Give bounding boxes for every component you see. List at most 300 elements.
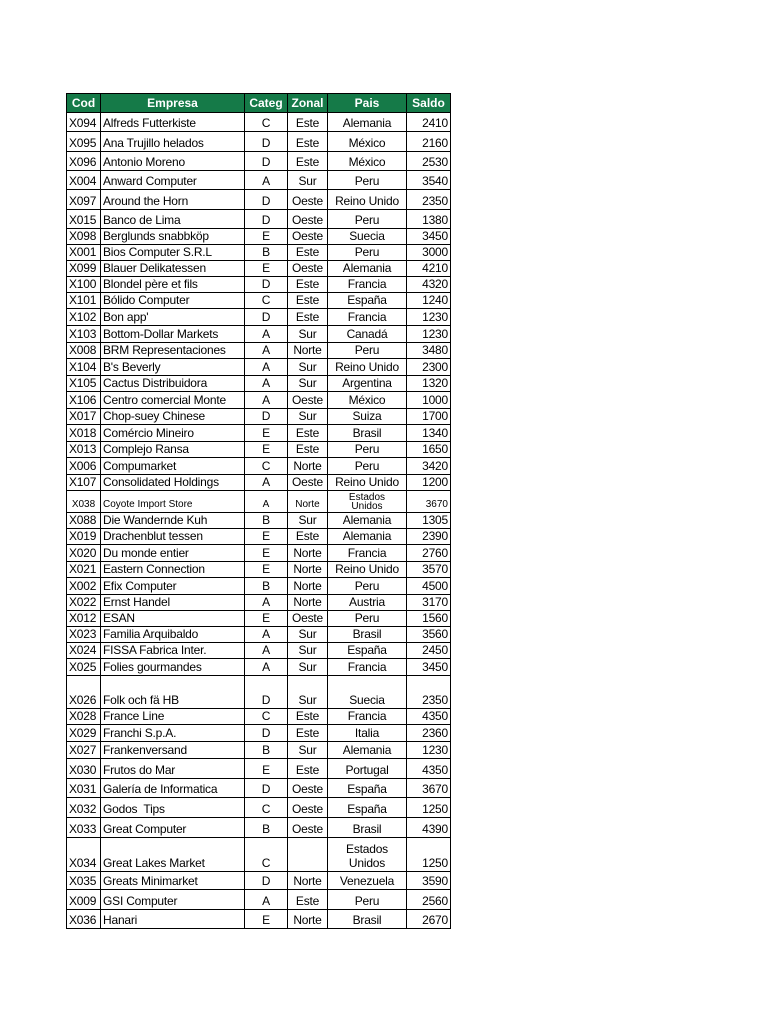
categ-value: D	[261, 782, 271, 796]
table-row	[67, 627, 451, 643]
cell-empresa	[101, 725, 245, 741]
cell-pais	[328, 513, 407, 528]
empresa-value: Ernst Handel	[103, 595, 170, 609]
cell-categ	[245, 343, 288, 358]
cell-empresa	[101, 113, 245, 131]
cell-saldo	[407, 910, 451, 928]
header-cod	[67, 94, 101, 112]
table-row	[67, 326, 451, 343]
cell-empresa	[101, 545, 245, 561]
cell-categ	[245, 409, 288, 424]
saldo-value: 1000	[422, 393, 448, 407]
cell-saldo	[407, 562, 451, 577]
cell-saldo	[407, 229, 451, 244]
cod-value: X106	[69, 393, 97, 407]
cell-pais	[328, 759, 407, 778]
categ-value: D	[261, 310, 271, 324]
zonal-value: Este	[295, 763, 320, 777]
cell-saldo	[407, 676, 451, 708]
cell-zonal	[288, 643, 328, 658]
categ-value: E	[262, 229, 270, 243]
saldo-value: 3420	[422, 459, 448, 473]
cell-zonal	[288, 458, 328, 474]
cell-categ	[245, 132, 288, 151]
table-header-row	[67, 93, 451, 113]
cell-cod	[67, 725, 101, 741]
saldo-value: 1320	[422, 376, 448, 390]
cell-categ	[245, 392, 288, 408]
cell-zonal	[288, 171, 328, 189]
cell-cod	[67, 309, 101, 325]
cell-pais	[328, 562, 407, 577]
table-row	[67, 513, 451, 529]
cell-zonal	[288, 491, 328, 512]
cell-cod	[67, 627, 101, 642]
cell-cod	[67, 190, 101, 209]
zonal-value: Sur	[298, 627, 317, 641]
cell-pais	[328, 676, 407, 708]
cell-categ	[245, 627, 288, 642]
pais-value: Estados Unidos	[348, 492, 386, 512]
cell-saldo	[407, 529, 451, 544]
empresa-value: Du monde entier	[103, 546, 189, 560]
cell-saldo	[407, 171, 451, 189]
table-row	[67, 725, 451, 742]
pais-value: Francia	[347, 709, 387, 723]
cell-categ	[245, 709, 288, 724]
zonal-value: Norte	[293, 546, 322, 560]
header-saldo-label: Saldo	[412, 95, 445, 110]
cell-zonal	[288, 277, 328, 292]
zonal-value: Norte	[293, 874, 322, 888]
cell-empresa	[101, 359, 245, 375]
empresa-value: Bios Computer S.R.L	[103, 245, 212, 259]
cell-cod	[67, 659, 101, 675]
cell-saldo	[407, 475, 451, 490]
cell-pais	[328, 442, 407, 457]
table-row	[67, 759, 451, 779]
saldo-value: 1560	[422, 611, 448, 625]
cod-value: X018	[69, 426, 97, 440]
cell-categ	[245, 910, 288, 928]
categ-value: E	[262, 562, 270, 576]
cell-cod	[67, 709, 101, 724]
table-row	[67, 709, 451, 725]
zonal-value: Sur	[298, 174, 317, 188]
categ-value: D	[261, 155, 271, 169]
pais-value: Alemania	[342, 116, 392, 130]
cell-cod	[67, 910, 101, 928]
pais-value: Brasil	[352, 627, 382, 641]
header-pais	[328, 94, 407, 112]
pais-value: México	[348, 155, 386, 169]
zonal-value: Este	[295, 726, 320, 740]
zonal-value: Oeste	[291, 213, 324, 227]
cell-categ	[245, 676, 288, 708]
cell-empresa	[101, 818, 245, 837]
cell-zonal	[288, 442, 328, 457]
cell-pais	[328, 725, 407, 741]
categ-value: E	[262, 913, 270, 927]
cell-saldo	[407, 442, 451, 457]
cell-cod	[67, 562, 101, 577]
table-row	[67, 171, 451, 190]
header-saldo	[407, 94, 451, 112]
categ-value: D	[261, 277, 271, 291]
header-cod-label: Cod	[71, 95, 96, 110]
empresa-value: FISSA Fabrica Inter.	[103, 643, 207, 657]
saldo-value: 1230	[422, 743, 448, 757]
saldo-value: 3570	[422, 562, 448, 576]
cell-cod	[67, 229, 101, 244]
cell-empresa	[101, 277, 245, 292]
cell-empresa	[101, 210, 245, 228]
empresa-value: Bottom-Dollar Markets	[103, 327, 219, 341]
categ-value: C	[261, 802, 271, 816]
cell-cod	[67, 152, 101, 170]
table-row	[67, 293, 451, 309]
cell-saldo	[407, 513, 451, 528]
saldo-value: 1250	[422, 856, 448, 870]
table-row	[67, 491, 451, 513]
cell-pais	[328, 229, 407, 244]
empresa-value: Eastern Connection	[103, 562, 205, 576]
cell-categ	[245, 779, 288, 797]
empresa-value: Coyote Import Store	[103, 499, 193, 510]
cell-zonal	[288, 676, 328, 708]
pais-value: Francia	[347, 310, 387, 324]
cell-zonal	[288, 113, 328, 131]
saldo-value: 1650	[422, 442, 448, 456]
saldo-value: 4390	[422, 822, 448, 836]
zonal-value: Oeste	[291, 393, 324, 407]
header-empresa	[101, 94, 245, 112]
cell-saldo	[407, 409, 451, 424]
saldo-value: 4350	[422, 709, 448, 723]
cell-saldo	[407, 392, 451, 408]
cod-value: X025	[69, 660, 97, 674]
cell-empresa	[101, 578, 245, 594]
cell-empresa	[101, 261, 245, 276]
header-categ	[245, 94, 288, 112]
pais-value: Reino Unido	[335, 562, 399, 576]
pais-value: México	[348, 136, 386, 150]
cell-zonal	[288, 475, 328, 490]
cell-categ	[245, 376, 288, 391]
cell-pais	[328, 425, 407, 441]
pais-value: Alemania	[342, 513, 392, 527]
zonal-value: Sur	[298, 660, 317, 674]
cell-zonal	[288, 425, 328, 441]
pais-value: Brasil	[352, 426, 382, 440]
cell-categ	[245, 659, 288, 675]
header-pais-label: Pais	[354, 95, 380, 110]
empresa-value: France Line	[103, 709, 165, 723]
cell-cod	[67, 442, 101, 457]
cell-zonal	[288, 152, 328, 170]
cell-empresa	[101, 475, 245, 490]
cell-cod	[67, 529, 101, 544]
cell-empresa	[101, 152, 245, 170]
cell-saldo	[407, 210, 451, 228]
cell-cod	[67, 611, 101, 626]
cell-saldo	[407, 309, 451, 325]
empresa-value: Bon app'	[103, 310, 149, 324]
cell-cod	[67, 676, 101, 708]
pais-value: Peru	[354, 894, 380, 908]
zonal-value: Este	[295, 293, 320, 307]
categ-value: D	[261, 213, 271, 227]
saldo-value: 3560	[422, 627, 448, 641]
zonal-value: Este	[295, 136, 320, 150]
empresa-value: Centro comercial Monte	[103, 393, 226, 407]
saldo-value: 4320	[422, 277, 448, 291]
zonal-value: Oeste	[291, 229, 324, 243]
cod-value: X034	[69, 856, 97, 870]
cell-pais	[328, 245, 407, 260]
cell-cod	[67, 343, 101, 358]
cell-saldo	[407, 132, 451, 151]
cell-pais	[328, 293, 407, 308]
table-row	[67, 425, 451, 442]
pais-value: Francia	[347, 546, 387, 560]
cell-saldo	[407, 491, 451, 512]
pais-value: Brasil	[352, 913, 382, 927]
pais-value: Peru	[354, 579, 380, 593]
pais-value: México	[348, 393, 386, 407]
cell-pais	[328, 309, 407, 325]
cell-categ	[245, 562, 288, 577]
zonal-value: Norte	[293, 343, 322, 357]
empresa-value: ESAN	[103, 611, 135, 625]
categ-value: A	[262, 360, 270, 374]
empresa-value: B's Beverly	[103, 360, 161, 374]
zonal-value: Este	[295, 426, 320, 440]
categ-value: E	[262, 442, 270, 456]
cell-pais	[328, 210, 407, 228]
cell-cod	[67, 359, 101, 375]
cell-zonal	[288, 818, 328, 837]
table-row	[67, 779, 451, 798]
pais-value: Austria	[349, 595, 385, 609]
cell-zonal	[288, 627, 328, 642]
categ-value: D	[261, 136, 271, 150]
cell-cod	[67, 132, 101, 151]
pais-value: Suecia	[349, 693, 385, 707]
empresa-value: Around the Horn	[103, 194, 189, 208]
cell-pais	[328, 529, 407, 544]
zonal-value: Norte	[293, 562, 322, 576]
saldo-value: 3450	[422, 660, 448, 674]
saldo-value: 2350	[422, 194, 448, 208]
zonal-value: Norte	[295, 499, 320, 510]
zonal-value: Oeste	[291, 782, 324, 796]
cell-categ	[245, 425, 288, 441]
categ-value: A	[262, 643, 270, 657]
categ-value: D	[261, 409, 271, 423]
cell-saldo	[407, 759, 451, 778]
cell-saldo	[407, 872, 451, 889]
cell-zonal	[288, 611, 328, 626]
cell-empresa	[101, 171, 245, 189]
cell-zonal	[288, 838, 328, 871]
categ-value: B	[262, 579, 270, 593]
cod-value: X035	[69, 874, 97, 888]
cell-categ	[245, 152, 288, 170]
cell-cod	[67, 545, 101, 561]
cell-zonal	[288, 529, 328, 544]
categ-value: A	[262, 499, 270, 510]
cell-empresa	[101, 229, 245, 244]
categ-value: D	[261, 726, 271, 740]
categ-value: A	[262, 660, 270, 674]
table-body	[67, 113, 451, 929]
cod-value: X099	[69, 261, 97, 275]
categ-value: B	[262, 743, 270, 757]
cell-zonal	[288, 910, 328, 928]
cell-saldo	[407, 818, 451, 837]
empresa-value: Folies gourmandes	[103, 660, 202, 674]
cell-empresa	[101, 779, 245, 797]
cod-value: X105	[69, 376, 97, 390]
cell-cod	[67, 245, 101, 260]
cell-zonal	[288, 261, 328, 276]
empresa-value: Cactus Distribuidora	[103, 376, 208, 390]
cod-value: X019	[69, 529, 97, 543]
cell-zonal	[288, 798, 328, 817]
empresa-value: Franchi S.p.A.	[103, 726, 177, 740]
cod-value: X029	[69, 726, 97, 740]
empresa-value: Frankenversand	[103, 743, 187, 757]
empresa-value: Great Lakes Market	[103, 856, 205, 870]
categ-value: B	[262, 822, 270, 836]
cell-pais	[328, 742, 407, 758]
cell-saldo	[407, 376, 451, 391]
table-row	[67, 409, 451, 425]
cell-saldo	[407, 359, 451, 375]
cell-pais	[328, 545, 407, 561]
cell-cod	[67, 326, 101, 342]
clients-table	[66, 93, 451, 929]
empresa-value: Folk och fä HB	[103, 693, 179, 707]
zonal-value: Oeste	[291, 261, 324, 275]
cell-cod	[67, 513, 101, 528]
cod-value: X095	[69, 136, 97, 150]
cell-zonal	[288, 872, 328, 889]
table-row	[67, 475, 451, 491]
cod-value: X024	[69, 643, 97, 657]
table-row	[67, 190, 451, 210]
empresa-value: Hanari	[103, 913, 138, 927]
pais-value: Francia	[347, 660, 387, 674]
categ-value: C	[261, 293, 271, 307]
cell-cod	[67, 872, 101, 889]
empresa-value: Great Computer	[103, 822, 187, 836]
zonal-value: Sur	[298, 743, 317, 757]
pais-value: Suiza	[352, 409, 382, 423]
cell-pais	[328, 627, 407, 642]
saldo-value: 1230	[422, 327, 448, 341]
empresa-value: Blauer Delikatessen	[103, 261, 206, 275]
cell-empresa	[101, 562, 245, 577]
categ-value: A	[262, 475, 270, 489]
cell-categ	[245, 798, 288, 817]
zonal-value: Sur	[298, 643, 317, 657]
cod-value: X100	[69, 277, 97, 291]
pais-value: Venezuela	[339, 874, 395, 888]
saldo-value: 3540	[422, 174, 448, 188]
table-row	[67, 611, 451, 627]
saldo-value: 2360	[422, 726, 448, 740]
pais-value: Francia	[347, 277, 387, 291]
pais-value: Canadá	[346, 327, 388, 341]
pais-value: Peru	[354, 611, 380, 625]
categ-value: A	[262, 327, 270, 341]
table-row	[67, 442, 451, 458]
cell-zonal	[288, 326, 328, 342]
zonal-value: Sur	[298, 327, 317, 341]
cell-saldo	[407, 779, 451, 797]
cell-pais	[328, 709, 407, 724]
cell-empresa	[101, 132, 245, 151]
cell-categ	[245, 491, 288, 512]
saldo-value: 1700	[422, 409, 448, 423]
cell-saldo	[407, 595, 451, 610]
cell-pais	[328, 458, 407, 474]
saldo-value: 3670	[425, 499, 448, 510]
cell-zonal	[288, 190, 328, 209]
zonal-value: Sur	[298, 409, 317, 423]
cell-pais	[328, 392, 407, 408]
pais-value: Italia	[354, 726, 380, 740]
cell-cod	[67, 261, 101, 276]
table-row	[67, 595, 451, 611]
cell-categ	[245, 326, 288, 342]
cod-value: X096	[69, 155, 97, 169]
cell-zonal	[288, 659, 328, 675]
categ-value: A	[262, 174, 270, 188]
categ-value: A	[262, 894, 270, 908]
pais-value: Alemania	[342, 261, 392, 275]
saldo-value: 2670	[422, 913, 448, 927]
cell-cod	[67, 113, 101, 131]
cell-saldo	[407, 838, 451, 871]
header-empresa-label: Empresa	[147, 95, 198, 110]
zonal-value: Norte	[293, 579, 322, 593]
cod-value: X009	[69, 894, 97, 908]
table-row	[67, 229, 451, 245]
cell-cod	[67, 838, 101, 871]
empresa-value: Complejo Ransa	[103, 442, 189, 456]
cell-zonal	[288, 779, 328, 797]
cell-categ	[245, 210, 288, 228]
categ-value: E	[262, 546, 270, 560]
cell-saldo	[407, 627, 451, 642]
cell-pais	[328, 818, 407, 837]
table-row	[67, 261, 451, 277]
pais-value: Peru	[354, 442, 380, 456]
cell-pais	[328, 611, 407, 626]
cell-categ	[245, 759, 288, 778]
header-zonal-label: Zonal	[291, 95, 324, 110]
empresa-value: Familia Arquibaldo	[103, 627, 199, 641]
cell-saldo	[407, 742, 451, 758]
cod-value: X027	[69, 743, 97, 757]
cell-zonal	[288, 343, 328, 358]
cod-value: X021	[69, 562, 97, 576]
cell-zonal	[288, 309, 328, 325]
cell-empresa	[101, 392, 245, 408]
